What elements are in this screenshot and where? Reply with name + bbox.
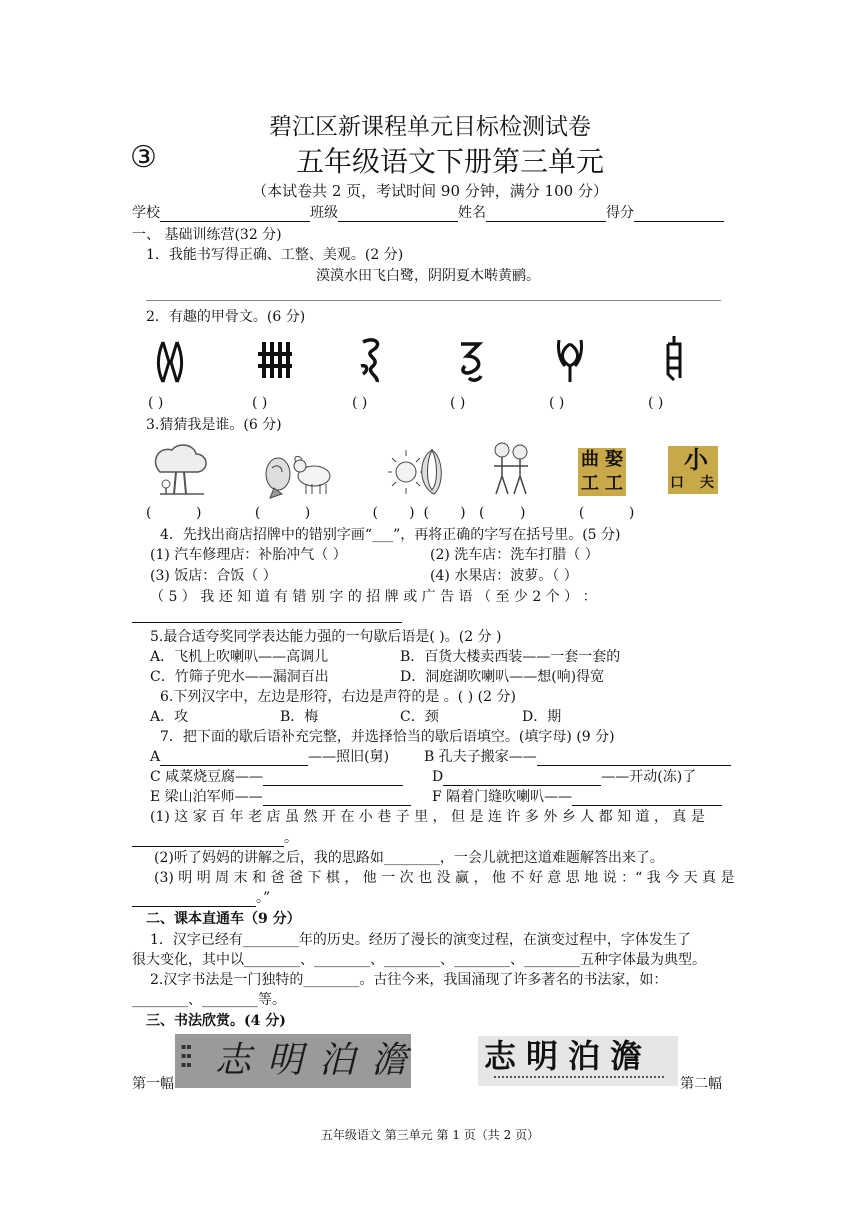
q7-b-label: B 孔夫子搬家—— [424,749,537,765]
s2-q1-line-2: 很大变化，其中以________、________、________、________、________五种字体最为典型。 [132,952,706,968]
q7-d-blank[interactable] [443,771,601,786]
q7-c-blank[interactable] [263,771,403,786]
sign-2-char-2: 口 [670,475,684,491]
field-class-label: 班级 [310,205,338,221]
q7-b-blank[interactable] [537,751,731,766]
s2-q2-line-2: ________、________等。 [132,992,286,1008]
oracle-bone-glyph-2-icon [256,340,294,380]
q4-item-1: (1) 汽车修理店：补胎冲气（ ） [150,547,347,563]
fish-and-sheep-picture-icon [262,452,336,500]
q7-s3-blank[interactable] [132,892,256,907]
section-2-heading: 二、课本直通车（9 分） [146,911,301,927]
q7-d-suffix: ——开动(冻)了 [601,769,697,785]
oracle-bone-glyph-4-icon [455,338,487,384]
name-field[interactable] [486,207,606,222]
q3-blanks[interactable]: ( ) ( ) ( ) ( ) ( ) ( ) [146,505,635,521]
q6-option-d: D．期 [522,709,562,725]
calligraphy-image-1 [175,1034,424,1088]
q7-s3-quote-end: 。” [256,890,271,906]
q7-sentence-3-end [132,889,270,907]
q6-prompt: 6.下列汉字中，左边是形符，右边是声符的是 。( ) (2 分) [160,689,516,705]
q6-option-b: B．梅 [280,709,319,725]
tree-and-person-picture-icon [150,442,212,498]
sign-1-char-1: 曲 [581,449,599,470]
exam-series-title: 碧江区新课程单元目标检测试卷 [269,114,591,140]
class-field[interactable] [338,207,458,222]
q7-item-f [432,788,722,806]
calligraphy-2-inscription [494,1076,664,1078]
section-3-heading: 三、书法欣赏。(4 分) [146,1013,286,1029]
oracle-bone-glyph-6-icon [660,334,688,384]
q7-sentence-1: (1) 这 家 百 年 老 店 虽 然 开 在 小 巷 子 里 ， 但 是 连 许 多 外 乡 人 都 知 道 ， 真 是 [150,809,705,825]
q5-option-c: C．竹筛子兜水——漏洞百出 [150,669,329,685]
sign-1-char-3: 工 [581,473,599,494]
oracle-bone-glyph-3-icon [355,336,389,384]
page-footer: 五年级语文 第三单元 第 1 页（共 2 页） [320,1128,540,1142]
q4-item-5: （ 5 ） 我 还 知 道 有 错 别 字 的 招 牌 或 广 告 语 （ 至 少 2 个 ） ： [150,589,597,605]
q2-prompt: 2．有趣的甲骨文。(6 分) [146,309,306,325]
q7-item-e [150,788,411,806]
q7-item-b [424,748,731,766]
q7-item-d [432,768,696,786]
school-field[interactable] [160,207,310,222]
circle-number: ③ [130,140,157,175]
calligraphy-image-2 [478,1036,678,1086]
sign-2-char-3: 夫 [700,475,714,491]
sign-picture-2 [668,446,718,494]
calligraphy-1-text: 志明泊澹 [215,1040,424,1081]
oracle-bone-glyph-1-icon [155,338,185,386]
oracle-bone-glyph-5-icon [553,336,587,384]
q7-f-label: F 隔着门缝吹喇叭—— [432,789,573,805]
q1-poem: 漠漠水田飞白鹭，阴阴夏木啭黄鹂。 [316,268,540,284]
writing-line[interactable] [146,300,721,301]
page-title: 五年级语文下册第三单元 [295,145,604,178]
q2-blank-5[interactable]: ( ) [549,395,565,411]
score-field[interactable] [634,207,724,222]
field-name-label: 姓名 [458,205,486,221]
q3-prompt: 3.猜猜我是谁。(6 分) [146,417,282,433]
sign-2-char-1: 小 [684,446,708,474]
q7-item-c [150,768,403,786]
calligraphy-label-1: 第一幅 [132,1076,174,1092]
q4-answer-line[interactable] [132,622,402,623]
q7-e-label: E 梁山泊军师—— [150,789,263,805]
exam-note: （本试卷共 2 页，考试时间 90 分钟，满分 100 分） [252,182,608,200]
q2-blank-3[interactable]: ( ) [352,395,368,411]
sun-and-moon-picture-icon [388,446,444,498]
q7-f-blank[interactable] [572,791,722,806]
q7-a-suffix: ——照旧(舅) [308,749,390,765]
field-score-label: 得分 [606,205,634,221]
q5-option-d: D．洞庭湖吹喇叭——想(响)得宽 [400,669,605,685]
q4-prompt: 4．先找出商店招牌中的错别字画“___”，再将正确的字写在括号里。(5 分) [160,527,621,543]
q2-blank-1[interactable]: ( ) [148,395,164,411]
q7-d-label: D [432,769,444,785]
q5-prompt: 5.最合适夸奖同学表达能力强的一句歇后语是( )。(2 分 ) [150,629,502,645]
q7-s1-period: 。 [284,830,298,846]
q7-sentence-1-end [132,829,298,847]
info-fields [132,204,724,222]
q7-sentence-2: (2)听了妈妈的讲解之后，我的思路如________，一会儿就把这道难题解答出来了。 [154,850,664,866]
q5-option-a: A．飞机上吹喇叭——高调儿 [150,649,329,665]
s2-q1-line-1: 1．汉字已经有________年的历史。经历了漫长的演变过程，在演变过程中，字体发生了 [150,932,691,948]
sign-1-char-2: 娶 [605,449,623,470]
q7-item-a [150,748,389,766]
q4-item-2: (2) 洗车店：洗车打腊（ ） [430,547,599,563]
q5-option-b: B．百货大楼卖西装——一套一套的 [400,649,621,665]
q2-blank-2[interactable]: ( ) [252,395,268,411]
q7-a-blank[interactable] [160,751,308,766]
q7-s1-blank[interactable] [132,832,284,847]
q7-a-label: A [150,749,161,765]
s2-q2-line-1: 2.汉字书法是一门独特的________。古往今来，我国涌现了许多著名的书法家，如： [150,972,668,988]
q2-blank-4[interactable]: ( ) [450,395,466,411]
q4-item-3: (3) 饭店：合饭（ ） [150,568,277,584]
q6-option-a: A．攻 [150,709,189,725]
q7-sentence-3: (3) 明 明 周 末 和 爸 爸 下 棋 ， 他 一 次 也 没 赢 ， 他 不 好 意 思 地 说 ：“ 我 今 天 真 是 [154,870,735,886]
sign-1-char-4: 工 [605,473,623,494]
q6-option-c: C．颈 [400,709,439,725]
q4-item-4: (4) 水果店：波萝。（ ） [430,568,578,584]
section-1-heading: 一、 基础训练营(32 分) [132,227,282,243]
q7-e-blank[interactable] [263,791,411,806]
field-school-label: 学校 [132,205,160,221]
q2-blank-6[interactable]: ( ) [648,395,664,411]
q7-c-label: C 咸菜烧豆腐—— [150,769,264,785]
q1-prompt: 1．我能书写得正确、工整、美观。(2 分) [146,247,404,263]
two-people-picture-icon [486,440,536,498]
calligraphy-2-text: 志明泊澹 [484,1037,653,1075]
calligraphy-1-seal: ▪▪ ▪▪ ▪▪ [181,1042,192,1069]
calligraphy-label-2: 第二幅 [680,1076,722,1092]
q7-prompt: 7．把下面的歇后语补充完整，并选择恰当的歇后语填空。(填字母) (9 分) [160,729,615,745]
sign-picture-1 [578,448,626,496]
